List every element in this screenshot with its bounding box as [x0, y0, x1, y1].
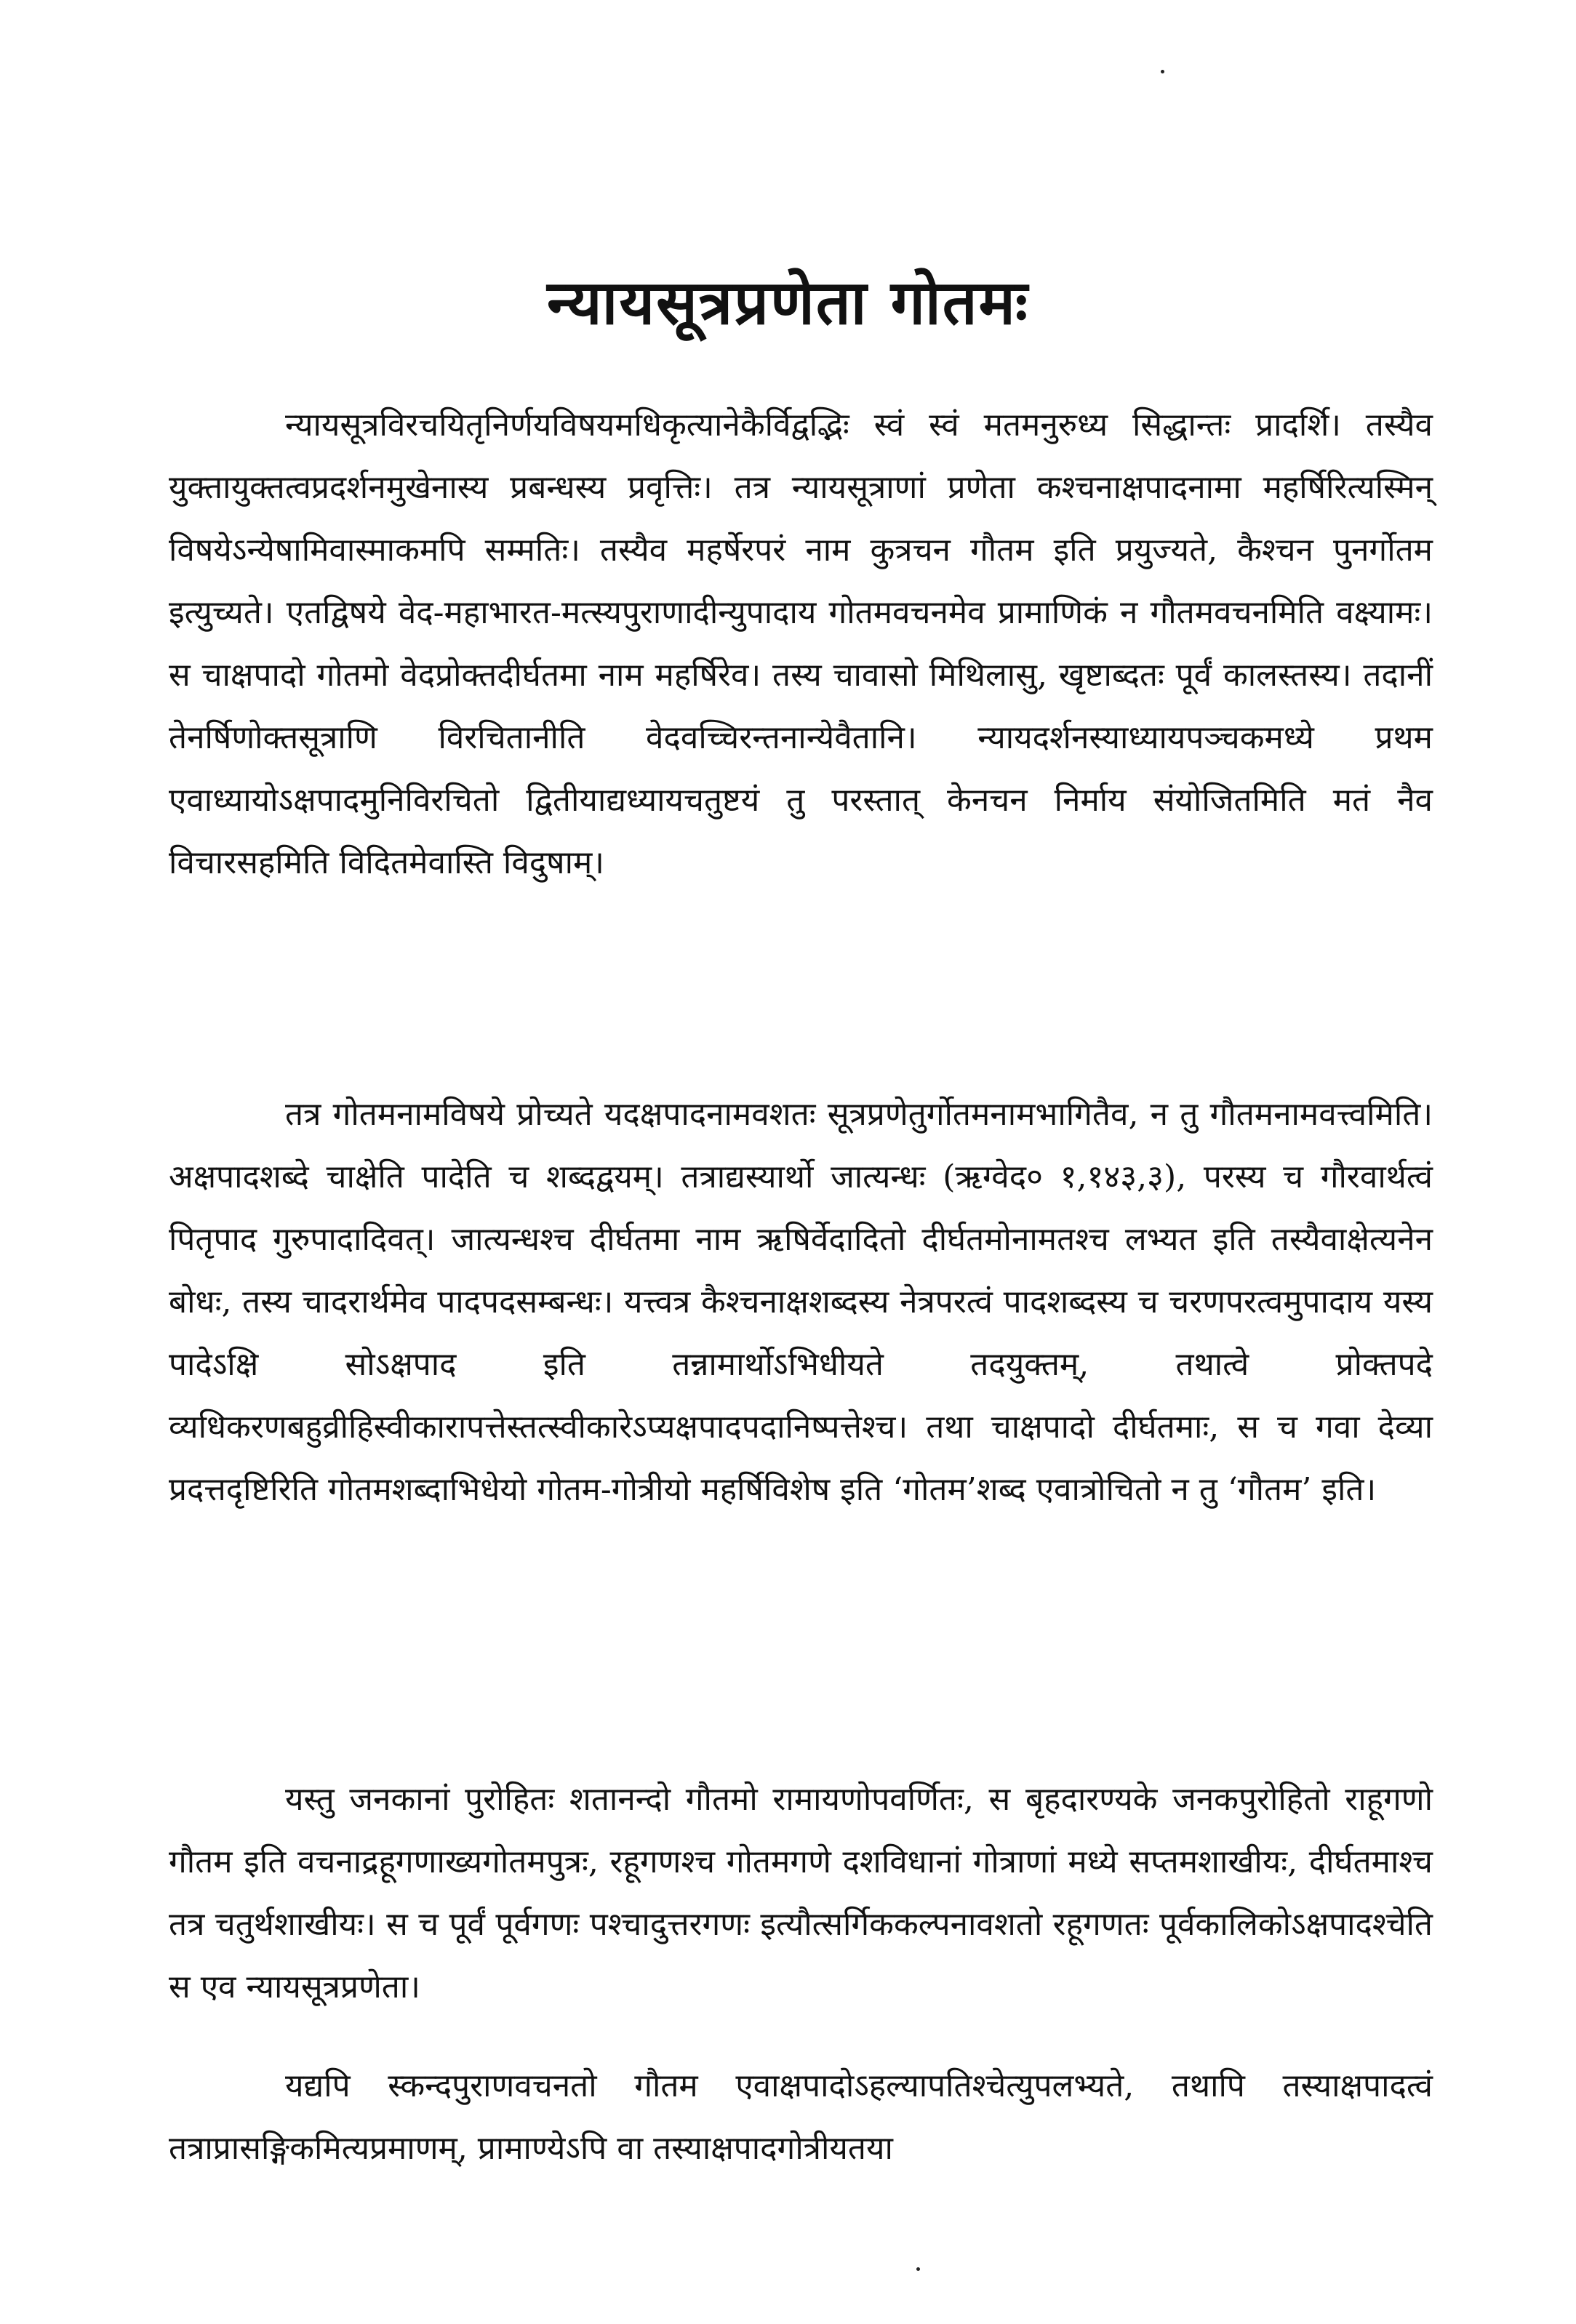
page-title: न्यायसूत्रप्रणेता गोतमः — [547, 266, 1029, 339]
paragraph-text: न्यायसूत्रविरचयितृनिर्णयविषयमधिकृत्यानेकैर्विद्वद्भिः स्वं स्वं मतमनुरुध्य सिद्धान्तः प्रादर्शि। तस्यैव युक्तायुक्तत्वप्रदर्शनमुखेनास्य प्रबन्धस्य प्रवृत्तिः। तत्र न्यायसूत्राणां प्रणेता कश्चनाक्षपादनामा महर्षिरित्यस्मिन् विषयेऽन्येषामिवास्माकमपि सम्मतिः। तस्यैव महर्षेरपरं नाम कुत्रचन गौतम इति प्रयुज्यते, कैश्चन पुनर्गोतम इत्युच्यते। एतद्विषये वेद-महाभारत-मत्स्यपुराणादीन्युपादाय गोतमवचनमेव प्रामाणिकं न गौतमवचनमिति वक्ष्यामः। स चाक्षपादो गोतमो वेदप्रोक्तदीर्घतमा नाम महर्षिरेव। तस्य चावासो मिथिलासु, खृष्टाब्दतः पूर्वं कालस्तस्य। तदानीं तेनर्षिणोक्तसूत्राणि विरचितानीति वेदवच्चिरन्तनान्येवैतानि। न्यायदर्शनस्याध्यायपञ्चकमध्ये प्रथम एवाध्यायोऽक्षपादमुनिविरचितो द्वितीयाद्यध्यायचतुष्टयं तु परस्तात् केनचन निर्माय संयोजितमिति मतं नैव विचारसहमिति विदितमेवास्ति विदुषाम्। — [169, 406, 1433, 881]
paragraph-shatananda — [169, 1768, 1433, 2019]
paragraph-text: यस्तु जनकानां पुरोहितः शतानन्दो गौतमो रामायणोपवर्णितः, स बृहदारण्यके जनकपुरोहितो राहूगणो गौतम इति वचनाद्रहूगणाख्यगोतमपुत्रः, रहूगणश्च गोतमगणे दशविधानां गोत्राणां मध्ये सप्तमशाखीयः, दीर्घतमाश्च तत्र चतुर्थशाखीयः। स च पूर्वं पूर्वगणः पश्चादुत्तरगणः इत्यौत्सर्गिककल्पनावशतो रहूगणतः पूर्वकालिकोऽक्षपादश्चेति स एव न्यायसूत्रप्रणेता। — [169, 1781, 1433, 2006]
paragraph-skanda-purana — [169, 2055, 1433, 2180]
paragraph-gotama-name — [169, 1083, 1433, 1521]
scan-speck — [916, 2267, 920, 2271]
paragraph-text: तत्र गोतमनामविषये प्रोच्यते यदक्षपादनामवशतः सूत्रप्रणेतुर्गोतमनामभागितैव, न तु गौतमनामवत्त्वमिति। अक्षपादशब्दे चाक्षेति पादेति च शब्दद्वयम्। तत्राद्यस्यार्थो जात्यन्धः (ऋग्वेद० १,१४३,३), परस्य च गौरवार्थत्वं पितृपाद गुरुपादादिवत्। जात्यन्धश्च दीर्घतमा नाम ऋषिर्वेदादितो दीर्घतमोनामतश्च लभ्यत इति तस्यैवाक्षेत्यनेन बोधः, तस्य चादरार्थमेव पादपदसम्बन्धः। यत्त्वत्र कैश्चनाक्षशब्दस्य नेत्रपरत्वं पादशब्दस्य च चरणपरत्वमुपादाय यस्य पादेऽक्षि सोऽक्षपाद इति तन्नामार्थोऽभिधीयते तदयुक्तम्, तथात्वे प्रोक्तपदे व्यधिकरणबहुव्रीहिस्वीकारापत्तेस्तत्स्वीकारेऽप्यक्षपादपदानिष्पत्तेश्च। तथा चाक्षपादो दीर्घतमाः, स च गवा देव्या प्रदत्तदृष्टिरिति गोतमशब्दाभिधेयो गोतम-गोत्रीयो महर्षिविशेष इति ‘गोतम’शब्द एवात्रोचितो न तु ‘गौतम’ इति। — [169, 1096, 1433, 1508]
paragraph-text: यद्यपि स्कन्दपुराणवचनतो गौतम एवाक्षपादोऽहल्यापतिश्चेत्युपलभ्यते, तथापि तस्याक्षपादत्वं तत्राप्रासङ्गिकमित्यप्रमाणम्, प्रामाण्येऽपि वा तस्याक्षपादगोत्रीयतया — [169, 2067, 1433, 2167]
scan-speck — [1161, 70, 1164, 73]
paragraph-authorship-debate — [169, 394, 1433, 894]
